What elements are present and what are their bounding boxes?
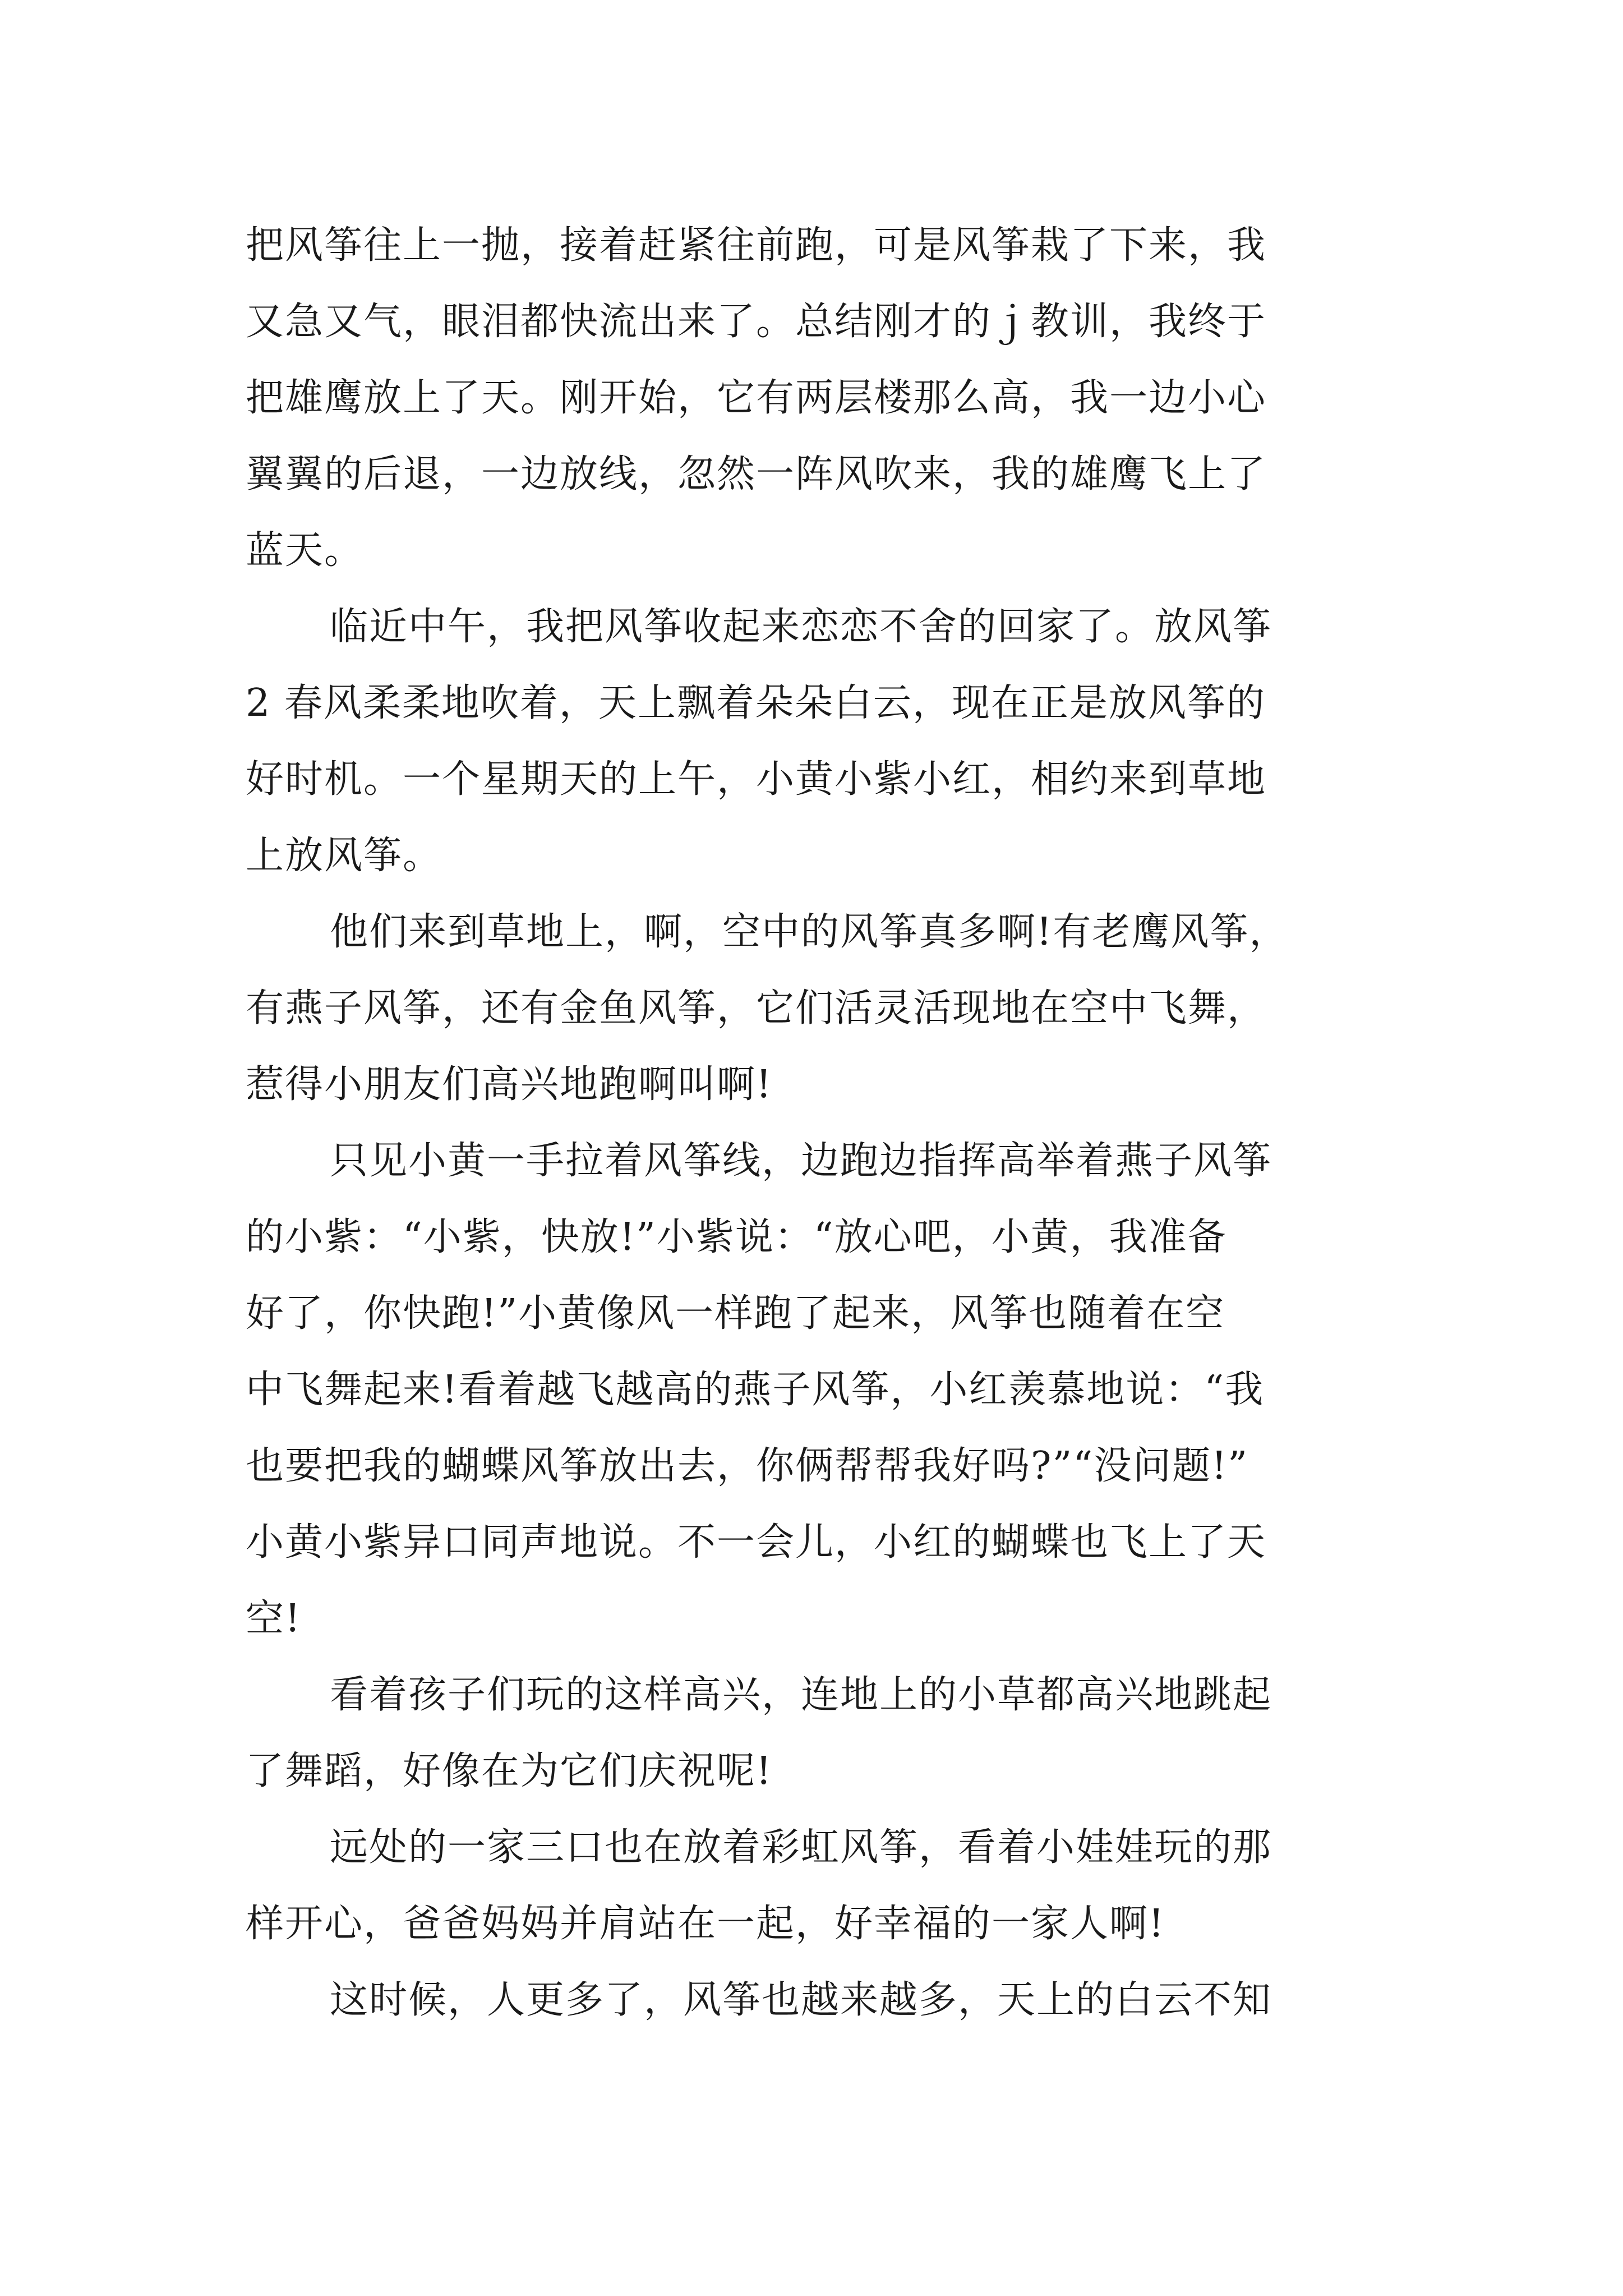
text-line: 他们来到草地上，啊，空中的风筝真多啊!有老鹰风筝， — [330, 910, 1289, 954]
text-line: 好了，你快跑!”小黄像风一样跑了起来，风筝也随着在空 — [246, 1291, 1225, 1336]
text-line: 中飞舞起来!看着越飞越高的燕子风筝，小红羡慕地说：“我 — [246, 1368, 1265, 1412]
text-line: 只见小黄一手拉着风筝线，边跑边指挥高举着燕子风筝 — [330, 1139, 1272, 1183]
text-line: 又急又气，眼泪都快流出来了。总结刚才的ｊ教训，我终于 — [246, 300, 1267, 344]
text-line: 样开心，爸爸妈妈并肩站在一起，好幸福的一家人啊! — [246, 1902, 1165, 1946]
text-line: 蓝天。 — [246, 528, 364, 573]
text-line: 看着孩子们玩的这样高兴，连地上的小草都高兴地跳起 — [330, 1673, 1272, 1717]
text-line: 了舞蹈，好像在为它们庆祝呢! — [246, 1749, 773, 1793]
text-line: 临近中午，我把风筝收起来恋恋不舍的回家了。放风筝 — [330, 605, 1272, 649]
text-line: 远处的一家三口也在放着彩虹风筝，看着小娃娃玩的那 — [330, 1825, 1272, 1870]
text-line: 空! — [246, 1596, 302, 1641]
paragraph-1 — [246, 208, 1390, 589]
text-line: 把风筝往上一抛，接着赶紧往前跑，可是风筝栽了下来，我 — [246, 223, 1267, 268]
text-line: 上放风筝。 — [246, 834, 442, 878]
paragraph-5 — [246, 1657, 1390, 1810]
paragraph-2 — [246, 589, 1390, 894]
document-body — [246, 208, 1390, 2039]
text-line: 小黄小紫异口同声地说。不一会儿，小红的蝴蝶也飞上了天 — [246, 1520, 1267, 1565]
paragraph-3 — [246, 894, 1390, 1123]
text-line: 的小紫：“小紫，快放!”小紫说：“放心吧，小黄，我准备 — [246, 1215, 1227, 1259]
paragraph-6 — [246, 1810, 1390, 1962]
paragraph-4 — [246, 1123, 1390, 1657]
text-line: 有燕子风筝，还有金鱼风筝，它们活灵活现地在空中飞舞， — [246, 986, 1267, 1030]
text-line: 也要把我的蝴蝶风筝放出去，你俩帮帮我好吗?”“没问题!” — [246, 1444, 1249, 1488]
text-line: 2 春风柔柔地吹着，天上飘着朵朵白云，现在正是放风筝的 — [246, 681, 1266, 725]
text-line: 这时候，人更多了，风筝也越来越多，天上的白云不知 — [330, 1978, 1272, 2022]
text-line: 翼翼的后退，一边放线，忽然一阵风吹来，我的雄鹰飞上了 — [246, 452, 1267, 496]
text-line: 把雄鹰放上了天。刚开始，它有两层楼那么高，我一边小心 — [246, 376, 1267, 420]
text-line: 好时机。一个星期天的上午，小黄小紫小红，相约来到草地 — [246, 757, 1267, 802]
paragraph-7 — [246, 1962, 1390, 2039]
text-line: 惹得小朋友们高兴地跑啊叫啊! — [246, 1062, 773, 1107]
